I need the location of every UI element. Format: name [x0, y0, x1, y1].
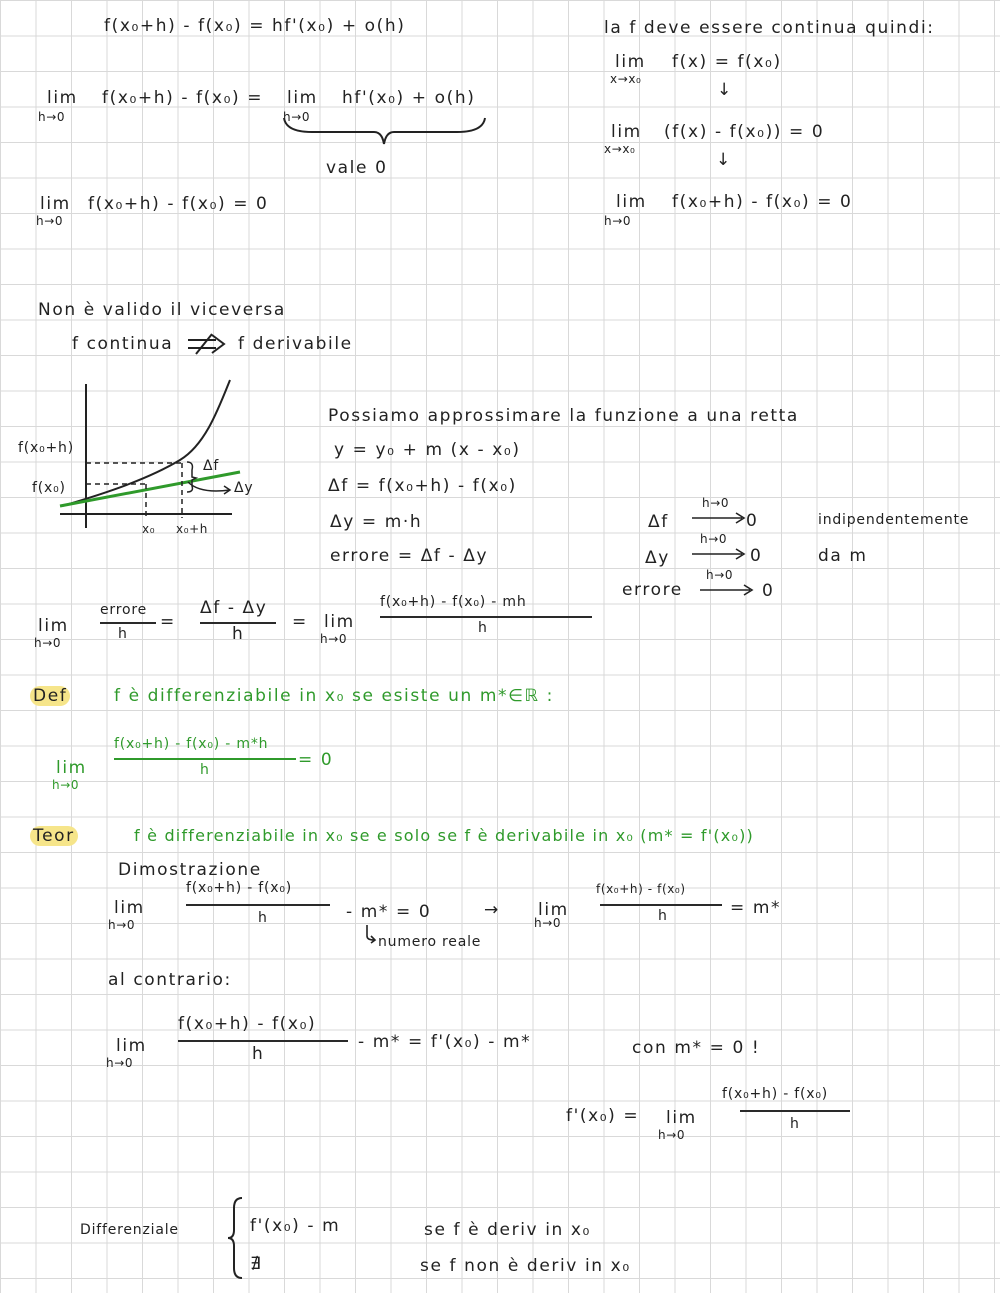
graph-label-fx: f(x₀) — [32, 480, 66, 496]
fraction-bar — [600, 904, 722, 906]
not-implies-icon — [186, 334, 230, 356]
viceversa-statement: Non è valido il viceversa — [38, 300, 286, 320]
delta-y-definition: Δy = m·h — [330, 512, 423, 532]
graph-delta-y: Δy — [234, 480, 254, 496]
case-one-expression: f'(x₀) - m — [250, 1216, 341, 1236]
lim-label: lim — [324, 612, 355, 632]
continuity-intro: la f deve essere continua quindi: — [604, 18, 935, 38]
teor-tag — [30, 826, 78, 846]
fraction-bar — [380, 616, 592, 618]
approx-intro: Possiamo approssimare la funzione a una retta — [328, 406, 799, 426]
implies-arrow-icon: → — [484, 900, 500, 920]
lim-subscript: h→0 — [52, 778, 80, 792]
case-one-condition: se f è deriv in x₀ — [424, 1220, 591, 1240]
zero-label: 0 — [746, 511, 759, 531]
lim-subscript: h→0 — [534, 916, 562, 930]
continuity-expression: f(x) = f(x₀) — [672, 52, 782, 72]
zero-label: 0 — [750, 546, 763, 566]
def-equals-zero: = 0 — [298, 750, 334, 770]
lim-subscript: h→0 — [283, 110, 311, 124]
def-tag — [30, 686, 70, 706]
fraction-denominator: h — [790, 1116, 800, 1132]
right-arrow-icon — [698, 584, 758, 596]
def-fraction-denominator: h — [200, 762, 210, 778]
minus-m-star-zero: - m* = 0 — [346, 902, 432, 922]
lim-label: lim — [616, 192, 647, 212]
f-prime-definition: f'(x₀) = — [566, 1106, 640, 1126]
arrow-label: h→0 — [706, 568, 734, 582]
line-equation: y = y₀ + m (x - x₀) — [334, 440, 521, 460]
fraction-bar — [740, 1110, 850, 1112]
fraction-numerator: f(x₀+h) - f(x₀) — [178, 1014, 317, 1034]
fraction-denominator: h — [118, 626, 128, 642]
fraction-bar — [114, 758, 296, 760]
equals-sign: = — [292, 612, 308, 632]
teor-tag-text: Teor — [30, 826, 78, 846]
lim-label: lim — [116, 1036, 147, 1056]
lim-subscript: x→x₀ — [604, 142, 636, 156]
fraction-bar — [178, 1040, 348, 1042]
continuous-label: f continua — [72, 334, 174, 354]
al-contrario-label: al contrario: — [108, 970, 232, 990]
graph-label-fxh: f(x₀+h) — [18, 440, 74, 456]
fraction-numerator: f(x₀+h) - f(x₀) — [722, 1086, 829, 1102]
limit-right-expression: hf'(x₀) + o(h) — [342, 88, 476, 108]
def-statement: f è differenziabile in x₀ se esiste un m*∈ℝ : — [114, 686, 554, 706]
limit-left-expression: f(x₀+h) - f(x₀) = — [102, 88, 264, 108]
zero-label: 0 — [762, 581, 775, 601]
continuity-difference: (f(x) - f(x₀)) = 0 — [664, 122, 825, 142]
differenziale-label: Differenziale — [80, 1222, 179, 1238]
fraction-numerator: f(x₀+h) - f(x₀) — [596, 882, 686, 896]
def-tag-text: Def — [30, 686, 70, 706]
lim-label: lim — [114, 898, 145, 918]
down-arrow-icon: ↓ — [716, 150, 732, 170]
teor-statement: f è differenziabile in x₀ se e solo se f è derivabile in x₀ (m* = f'(x₀)) — [134, 826, 754, 845]
limit-zero-result: f(x₀+h) - f(x₀) = 0 — [88, 194, 269, 214]
lim-subscript: x→x₀ — [610, 72, 642, 86]
fraction-denominator: h — [232, 624, 245, 644]
case-two-condition: se f non è deriv in x₀ — [420, 1256, 631, 1276]
lim-subscript: h→0 — [106, 1056, 134, 1070]
lim-label: lim — [538, 900, 569, 920]
lim-subscript: h→0 — [108, 918, 136, 932]
continuity-h-expression: f(x₀+h) - f(x₀) = 0 — [672, 192, 853, 212]
lim-label: lim — [56, 758, 87, 778]
graph-delta-f: Δf — [203, 458, 220, 474]
lim-subscript: h→0 — [658, 1128, 686, 1142]
con-m-star-zero: con m* = 0 ! — [632, 1038, 761, 1058]
delta-y-label: Δy — [645, 548, 670, 568]
lim-label: lim — [615, 52, 646, 72]
left-brace — [226, 1196, 246, 1280]
fraction-numerator: errore — [100, 602, 147, 618]
lim-subscript: h→0 — [320, 632, 348, 646]
lim-label: lim — [38, 616, 69, 636]
fraction-denominator: h — [478, 620, 488, 636]
dimostrazione-label: Dimostrazione — [118, 860, 262, 880]
fraction-denominator: h — [258, 910, 268, 926]
lim-label: lim — [611, 122, 642, 142]
errore-label: errore — [622, 580, 683, 600]
lim-label: lim — [47, 88, 78, 108]
lim-label: lim — [666, 1108, 697, 1128]
lim-label: lim — [287, 88, 318, 108]
delta-f-label: Δf — [648, 512, 669, 532]
fraction-denominator: h — [252, 1044, 265, 1064]
numero-reale-note: numero reale — [378, 934, 482, 950]
graph-label-x0h: x₀+h — [176, 522, 208, 536]
fraction-numerator: f(x₀+h) - f(x₀) — [186, 880, 293, 896]
lim-subscript: h→0 — [34, 636, 62, 650]
delta-f-definition: Δf = f(x₀+h) - f(x₀) — [328, 476, 517, 496]
derivable-label: f derivabile — [238, 334, 353, 354]
fraction-numerator: Δf - Δy — [200, 598, 268, 618]
contrario-rhs: - m* = f'(x₀) - m* — [358, 1032, 532, 1052]
fraction-bar — [186, 904, 330, 906]
fraction-denominator: h — [658, 908, 668, 924]
vale-zero-label: vale 0 — [326, 158, 388, 178]
errore-definition: errore = Δf - Δy — [330, 546, 489, 566]
equals-sign: = — [160, 612, 176, 632]
lim-subscript: h→0 — [604, 214, 632, 228]
underbrace — [282, 116, 487, 146]
right-arrow-icon — [690, 548, 750, 560]
equals-m-star: = m* — [730, 898, 782, 918]
right-arrow-icon — [690, 512, 750, 524]
fraction-bar — [100, 622, 156, 624]
graph-label-x0: x₀ — [142, 522, 156, 536]
arrow-label: h→0 — [700, 532, 728, 546]
lim-label: lim — [40, 194, 71, 214]
independent-label: indipendentemente — [818, 512, 970, 528]
fraction-numerator: f(x₀+h) - f(x₀) - mh — [380, 594, 527, 610]
lim-subscript: h→0 — [38, 110, 66, 124]
lim-subscript: h→0 — [36, 214, 64, 228]
case-two-expression: ∄ — [250, 1254, 263, 1274]
difference-equation: f(x₀+h) - f(x₀) = hf'(x₀) + o(h) — [104, 16, 406, 36]
def-fraction-numerator: f(x₀+h) - f(x₀) - m*h — [114, 736, 269, 752]
arrow-label: h→0 — [702, 496, 730, 510]
down-arrow-icon: ↓ — [717, 80, 733, 100]
da-m-label: da m — [818, 546, 868, 566]
